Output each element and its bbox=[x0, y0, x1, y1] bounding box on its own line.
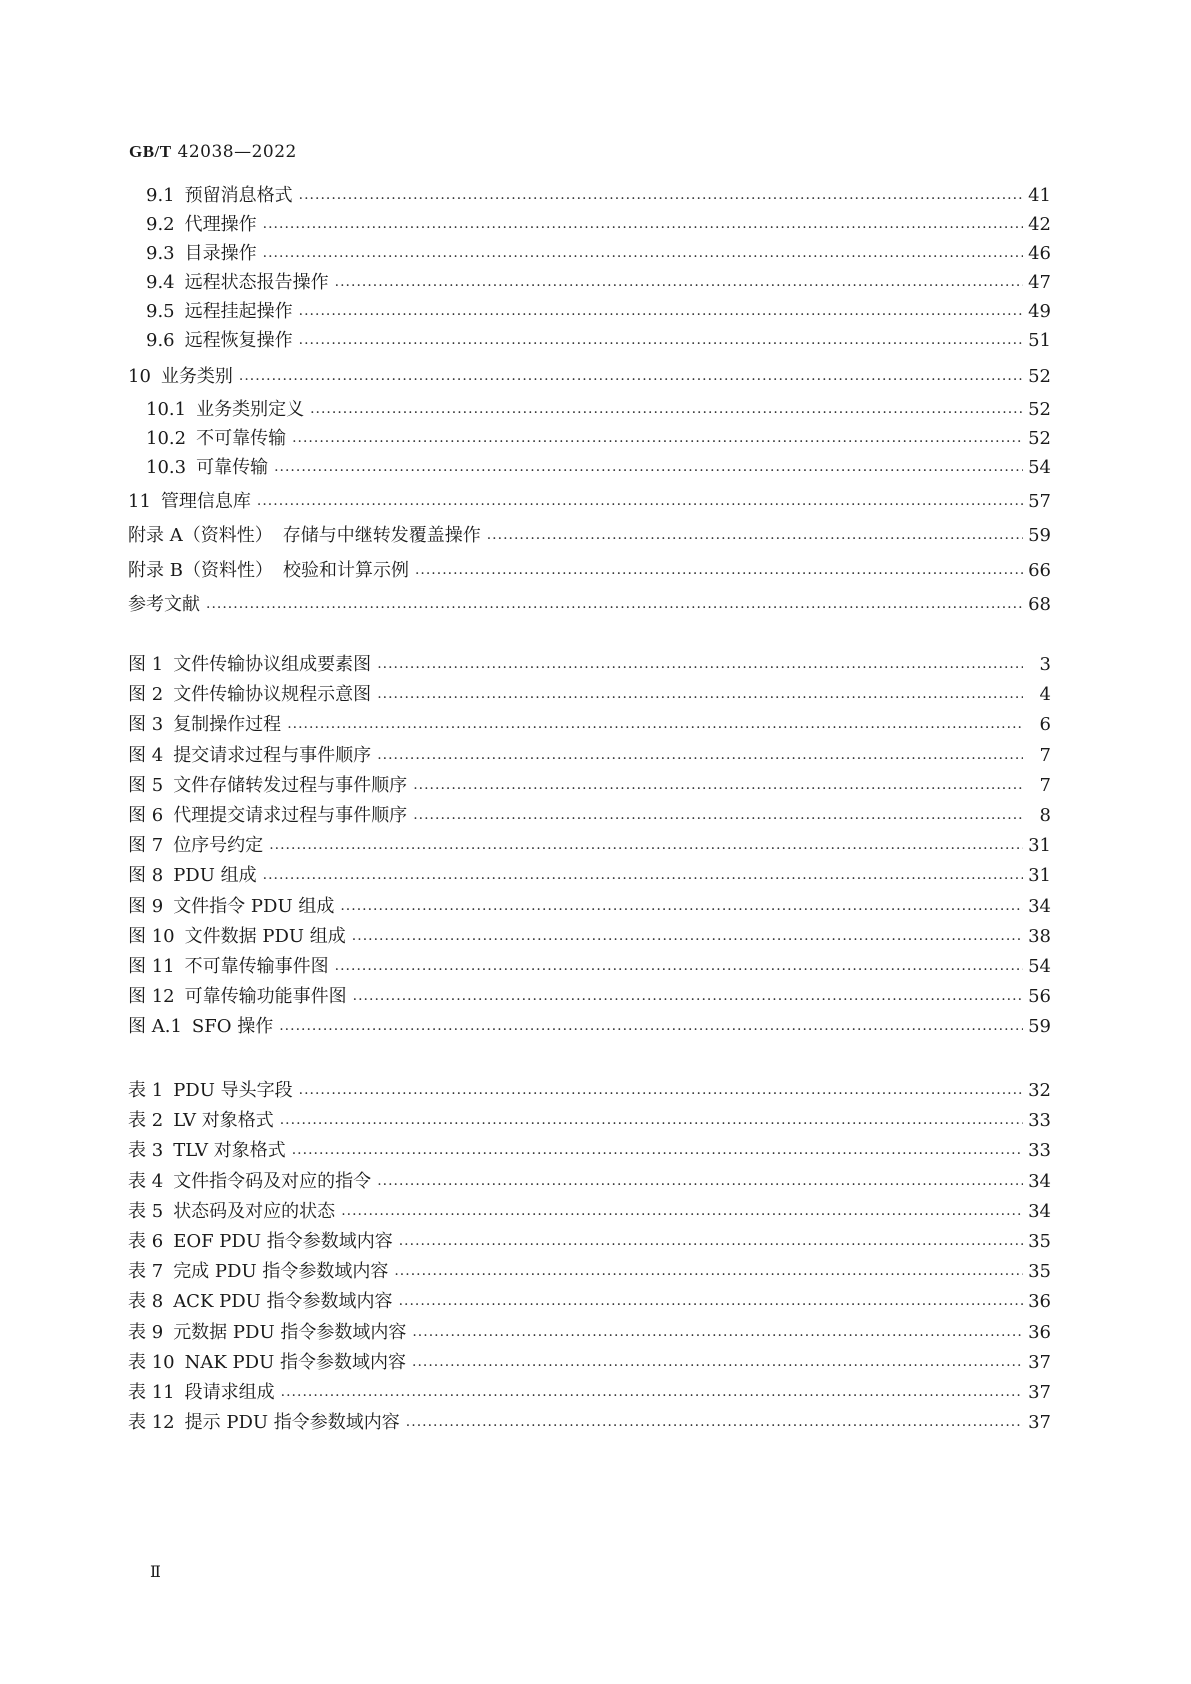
entry-title: NAK PDU 指令参数域内容 bbox=[184, 1351, 406, 1373]
entry-number: 11 bbox=[128, 491, 151, 512]
entry-number: 表 5 bbox=[128, 1200, 164, 1222]
leader-dots bbox=[377, 749, 1023, 769]
table-entry[interactable] bbox=[128, 1078, 1051, 1104]
leader-dots bbox=[394, 1265, 1023, 1285]
entry-number: 图 11 bbox=[128, 956, 175, 977]
entry-number: 图 5 bbox=[128, 774, 164, 796]
entry-number: 图 10 bbox=[128, 925, 175, 947]
leader-dots bbox=[406, 1416, 1023, 1436]
toc-entry[interactable] bbox=[146, 328, 1051, 354]
entry-title: 管理信息库 bbox=[160, 491, 251, 512]
table-entry[interactable] bbox=[128, 1350, 1051, 1376]
entry-page-number: 51 bbox=[1028, 330, 1051, 351]
entry-number: 表 2 bbox=[128, 1110, 164, 1132]
entry-number: 图 6 bbox=[128, 805, 164, 826]
entry-number: 10.3 bbox=[146, 457, 187, 478]
entry-page-number: 7 bbox=[1039, 744, 1051, 766]
document-header bbox=[129, 142, 297, 162]
entry-number: 图 4 bbox=[128, 744, 164, 766]
entry-title: 文件指令 PDU 组成 bbox=[173, 895, 335, 917]
entry-number: 图 9 bbox=[128, 895, 164, 917]
entry-title: 状态码及对应的状态 bbox=[173, 1200, 336, 1222]
entry-number: 图 1 bbox=[128, 654, 164, 675]
leader-dots bbox=[377, 1175, 1023, 1195]
entry-title: 目录操作 bbox=[184, 243, 257, 264]
entry-page-number: 52 bbox=[1028, 428, 1051, 449]
entry-number: 表 12 bbox=[128, 1412, 175, 1434]
leader-dots bbox=[257, 495, 1023, 515]
entry-page-number: 35 bbox=[1028, 1231, 1051, 1252]
table-entry[interactable] bbox=[128, 1169, 1051, 1195]
table-entry[interactable] bbox=[128, 1108, 1051, 1134]
entry-title: ACK PDU 指令参数域内容 bbox=[173, 1291, 393, 1313]
leader-dots bbox=[281, 1386, 1023, 1406]
entry-number: 图 2 bbox=[128, 684, 164, 706]
toc-entry[interactable] bbox=[146, 299, 1051, 325]
entry-title: 业务类别 bbox=[160, 366, 233, 387]
entry-number: 表 7 bbox=[128, 1261, 164, 1283]
entry-title: SFO 操作 bbox=[191, 1016, 274, 1038]
entry-number: 图 8 bbox=[128, 865, 164, 887]
table-entry[interactable] bbox=[128, 1138, 1051, 1164]
leader-dots bbox=[341, 1205, 1023, 1225]
entry-number: 10 bbox=[128, 366, 151, 387]
entry-number: 9.3 bbox=[146, 243, 175, 264]
entry-page-number: 52 bbox=[1028, 366, 1051, 387]
toc-entry[interactable] bbox=[146, 397, 1051, 423]
entry-title: 不可靠传输 bbox=[196, 428, 287, 449]
figure-entry[interactable] bbox=[128, 803, 1051, 829]
entry-page-number: 42 bbox=[1028, 214, 1051, 235]
leader-dots bbox=[377, 658, 1023, 678]
entry-number: 表 10 bbox=[128, 1351, 175, 1373]
entry-page-number: 36 bbox=[1028, 1321, 1051, 1343]
figure-entry[interactable] bbox=[128, 743, 1051, 769]
entry-title: 元数据 PDU 指令参数域内容 bbox=[173, 1321, 407, 1343]
entry-title: PDU 组成 bbox=[173, 865, 257, 887]
standard-code: GB/T bbox=[129, 142, 172, 161]
leader-dots bbox=[310, 403, 1023, 423]
leader-dots bbox=[487, 529, 1023, 549]
entry-number: 表 4 bbox=[128, 1170, 164, 1192]
leader-dots bbox=[353, 990, 1023, 1010]
entry-number: 表 6 bbox=[128, 1231, 164, 1252]
entry-number: 表 1 bbox=[128, 1080, 164, 1101]
entry-title: 提交请求过程与事件顺序 bbox=[173, 744, 372, 766]
entry-page-number: 57 bbox=[1028, 491, 1051, 512]
entry-page-number: 35 bbox=[1028, 1261, 1051, 1283]
entry-page-number: 59 bbox=[1028, 525, 1051, 546]
entry-page-number: 33 bbox=[1028, 1110, 1051, 1132]
leader-dots bbox=[335, 276, 1023, 296]
entry-number: 9.6 bbox=[146, 330, 175, 351]
figure-entry[interactable] bbox=[128, 954, 1051, 980]
table-entry[interactable] bbox=[128, 1289, 1051, 1315]
leader-dots bbox=[412, 1326, 1023, 1346]
entry-title: LV 对象格式 bbox=[173, 1110, 274, 1132]
table-entry[interactable] bbox=[128, 1410, 1051, 1436]
leader-dots bbox=[263, 869, 1023, 889]
leader-dots bbox=[399, 1295, 1023, 1315]
toc-entry[interactable] bbox=[128, 364, 1051, 390]
entry-page-number: 54 bbox=[1028, 956, 1051, 977]
leader-dots bbox=[263, 247, 1023, 267]
figure-entry[interactable] bbox=[128, 894, 1051, 920]
entry-title: 文件数据 PDU 组成 bbox=[184, 925, 346, 947]
toc-entry[interactable] bbox=[146, 270, 1051, 296]
entry-number: 附录 B（资料性） bbox=[128, 560, 273, 581]
entry-title: 校验和计算示例 bbox=[282, 560, 409, 581]
toc-entry[interactable] bbox=[146, 183, 1051, 209]
entry-title: 可靠传输功能事件图 bbox=[184, 986, 347, 1008]
leader-dots bbox=[413, 779, 1023, 799]
entry-page-number: 4 bbox=[1039, 684, 1051, 706]
entry-page-number: 6 bbox=[1039, 714, 1051, 736]
entry-page-number: 38 bbox=[1028, 925, 1051, 947]
entry-title: 文件存储转发过程与事件顺序 bbox=[173, 774, 408, 796]
leader-dots bbox=[279, 1020, 1023, 1040]
entry-page-number: 34 bbox=[1028, 1170, 1051, 1192]
table-entry[interactable] bbox=[128, 1229, 1051, 1255]
entry-title: PDU 导头字段 bbox=[173, 1080, 293, 1101]
entry-page-number: 33 bbox=[1028, 1140, 1051, 1162]
standard-number: 42038—2022 bbox=[177, 142, 297, 162]
entry-title: 存储与中继转发覆盖操作 bbox=[282, 525, 481, 546]
entry-title: TLV 对象格式 bbox=[173, 1140, 286, 1162]
entry-page-number: 52 bbox=[1028, 399, 1051, 420]
leader-dots bbox=[299, 334, 1023, 354]
entry-number: 9.4 bbox=[146, 272, 175, 293]
entry-number: 图 7 bbox=[128, 835, 164, 857]
table-entry[interactable] bbox=[128, 1320, 1051, 1346]
entry-number: 表 9 bbox=[128, 1321, 164, 1343]
leader-dots bbox=[269, 839, 1023, 859]
leader-dots bbox=[292, 1144, 1023, 1164]
entry-page-number: 49 bbox=[1028, 301, 1051, 322]
entry-title: 复制操作过程 bbox=[173, 714, 282, 736]
entry-number: 附录 A（资料性） bbox=[128, 525, 273, 546]
leader-dots bbox=[299, 189, 1023, 209]
entry-number: 参考文献 bbox=[128, 594, 200, 615]
entry-number: 表 11 bbox=[128, 1382, 175, 1403]
toc-entry[interactable] bbox=[146, 426, 1051, 452]
figure-entry[interactable] bbox=[128, 682, 1051, 708]
figure-entry[interactable] bbox=[128, 712, 1051, 738]
entry-page-number: 34 bbox=[1028, 895, 1051, 917]
toc-entry[interactable] bbox=[146, 212, 1051, 238]
figure-entry[interactable] bbox=[128, 773, 1051, 799]
entry-title: 位序号约定 bbox=[173, 835, 264, 857]
figure-entry[interactable] bbox=[128, 924, 1051, 950]
entry-title: 代理提交请求过程与事件顺序 bbox=[173, 805, 408, 826]
leader-dots bbox=[263, 218, 1023, 238]
leader-dots bbox=[299, 305, 1023, 325]
table-entry[interactable] bbox=[128, 1380, 1051, 1406]
entry-title: 文件传输协议组成要素图 bbox=[173, 654, 372, 675]
toc-entry[interactable] bbox=[146, 455, 1051, 481]
leader-dots bbox=[340, 900, 1023, 920]
entry-title: 远程状态报告操作 bbox=[184, 272, 329, 293]
toc-entry[interactable] bbox=[128, 489, 1051, 515]
entry-page-number: 34 bbox=[1028, 1200, 1051, 1222]
toc-entry[interactable] bbox=[146, 241, 1051, 267]
entry-page-number: 56 bbox=[1028, 986, 1051, 1008]
figure-entry[interactable] bbox=[128, 863, 1051, 889]
entry-title: 远程恢复操作 bbox=[184, 330, 293, 351]
entry-title: 代理操作 bbox=[184, 214, 257, 235]
figure-entry[interactable] bbox=[128, 833, 1051, 859]
entry-page-number: 3 bbox=[1039, 654, 1051, 675]
toc-entry[interactable] bbox=[128, 558, 1051, 584]
leader-dots bbox=[335, 960, 1023, 980]
entry-title: 不可靠传输事件图 bbox=[184, 956, 329, 977]
figure-entry[interactable] bbox=[128, 652, 1051, 678]
leader-dots bbox=[206, 598, 1023, 618]
leader-dots bbox=[377, 688, 1023, 708]
table-entry[interactable] bbox=[128, 1259, 1051, 1285]
leader-dots bbox=[399, 1235, 1023, 1255]
figure-entry[interactable] bbox=[128, 1014, 1051, 1040]
entry-page-number: 37 bbox=[1028, 1382, 1051, 1403]
entry-title: 业务类别定义 bbox=[196, 399, 305, 420]
entry-page-number: 32 bbox=[1028, 1080, 1051, 1101]
entry-title: 段请求组成 bbox=[184, 1382, 275, 1403]
leader-dots bbox=[412, 1356, 1023, 1376]
entry-title: EOF PDU 指令参数域内容 bbox=[173, 1231, 393, 1252]
leader-dots bbox=[287, 718, 1023, 738]
entry-title: 完成 PDU 指令参数域内容 bbox=[173, 1261, 389, 1283]
leader-dots bbox=[413, 809, 1023, 829]
leader-dots bbox=[280, 1114, 1023, 1134]
entry-number: 10.2 bbox=[146, 428, 187, 449]
figure-entry[interactable] bbox=[128, 984, 1051, 1010]
entry-page-number: 31 bbox=[1028, 865, 1051, 887]
leader-dots bbox=[239, 370, 1023, 390]
entry-title: 文件指令码及对应的指令 bbox=[173, 1170, 372, 1192]
entry-number: 10.1 bbox=[146, 399, 187, 420]
toc-entry[interactable] bbox=[128, 592, 1051, 618]
entry-title: 文件传输协议规程示意图 bbox=[173, 684, 372, 706]
leader-dots bbox=[415, 564, 1023, 584]
entry-number: 图 A.1 bbox=[128, 1016, 182, 1038]
entry-title: 预留消息格式 bbox=[184, 185, 293, 206]
leader-dots bbox=[299, 1084, 1023, 1104]
toc-entry[interactable] bbox=[128, 523, 1051, 549]
entry-page-number: 68 bbox=[1028, 594, 1051, 615]
entry-number: 表 8 bbox=[128, 1291, 164, 1313]
entry-title: 远程挂起操作 bbox=[184, 301, 293, 322]
entry-number: 9.2 bbox=[146, 214, 175, 235]
entry-page-number: 31 bbox=[1028, 835, 1051, 857]
leader-dots bbox=[274, 461, 1023, 481]
entry-title: 提示 PDU 指令参数域内容 bbox=[184, 1412, 400, 1434]
entry-number: 图 3 bbox=[128, 714, 164, 736]
entry-number: 9.1 bbox=[146, 185, 175, 206]
entry-number: 图 12 bbox=[128, 986, 175, 1008]
page-number: Ⅱ bbox=[150, 1562, 161, 1581]
entry-page-number: 36 bbox=[1028, 1291, 1051, 1313]
entry-page-number: 59 bbox=[1028, 1016, 1051, 1038]
entry-title: 可靠传输 bbox=[196, 457, 269, 478]
leader-dots bbox=[352, 930, 1023, 950]
entry-page-number: 41 bbox=[1028, 185, 1051, 206]
entry-page-number: 37 bbox=[1028, 1412, 1051, 1434]
entry-page-number: 7 bbox=[1039, 774, 1051, 796]
leader-dots bbox=[292, 432, 1023, 452]
entry-number: 9.5 bbox=[146, 301, 175, 322]
entry-page-number: 46 bbox=[1028, 243, 1051, 264]
table-entry[interactable] bbox=[128, 1199, 1051, 1225]
entry-page-number: 8 bbox=[1039, 805, 1051, 826]
entry-page-number: 37 bbox=[1028, 1351, 1051, 1373]
entry-page-number: 47 bbox=[1028, 272, 1051, 293]
entry-page-number: 54 bbox=[1028, 457, 1051, 478]
entry-number: 表 3 bbox=[128, 1140, 164, 1162]
entry-page-number: 66 bbox=[1028, 560, 1051, 581]
